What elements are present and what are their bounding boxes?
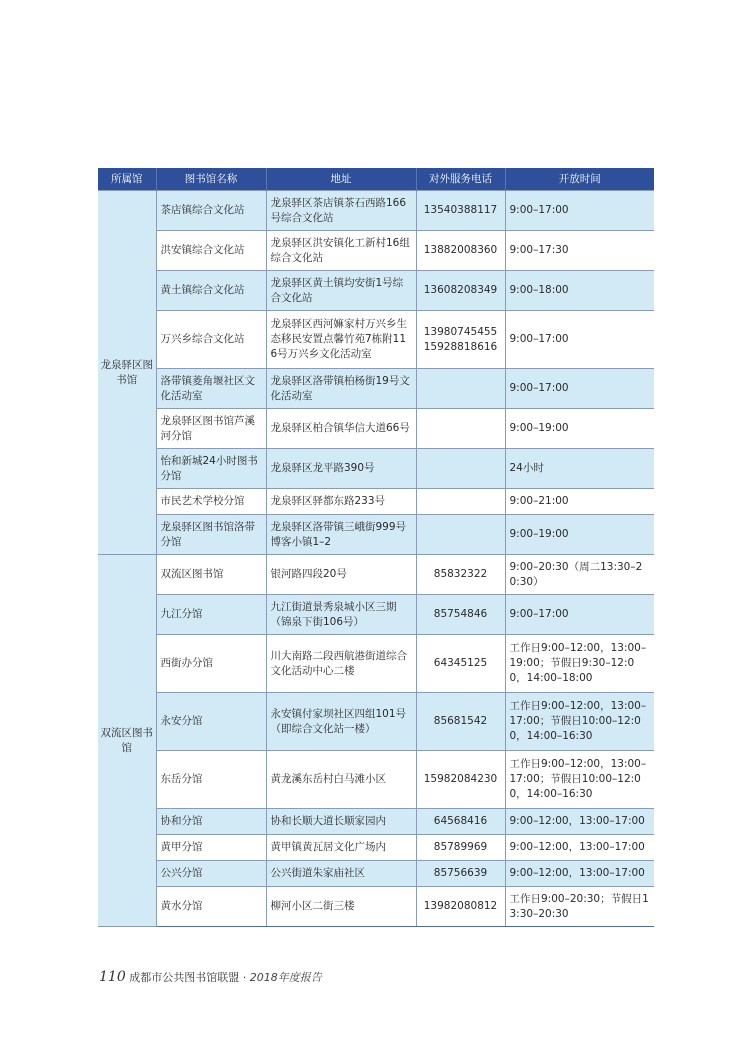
opening-hours-cell: 9:00–12:00，13:00–17:00 bbox=[505, 809, 654, 835]
phone-cell: 13882008360 bbox=[416, 231, 505, 271]
address-cell: 黄龙溪东岳村白马滩小区 bbox=[266, 751, 416, 809]
opening-hours-cell: 9:00–17:00 bbox=[505, 595, 654, 635]
address-cell: 龙泉驿区洛带镇三峨街999号博客小镇1–2 bbox=[266, 515, 416, 555]
phone-cell bbox=[416, 489, 505, 515]
library-name-cell: 协和分馆 bbox=[156, 809, 266, 835]
opening-hours-cell: 9:00–12:00，13:00–17:00 bbox=[505, 861, 654, 887]
phone-cell: 13540388117 bbox=[416, 191, 505, 231]
phone-cell: 13980745455 15928818616 bbox=[416, 311, 505, 369]
page-footer bbox=[99, 969, 322, 985]
opening-hours-cell: 9:00–19:00 bbox=[505, 409, 654, 449]
opening-hours-cell: 工作日9:00–12:00，13:00–19:00；节假日9:30–12:00，14:00–18:00 bbox=[505, 635, 654, 693]
address-cell: 黄甲镇黄瓦居文化广场内 bbox=[266, 835, 416, 861]
opening-hours-cell: 9:00–18:00 bbox=[505, 271, 654, 311]
library-name-cell: 怡和新城24小时图书分馆 bbox=[156, 449, 266, 489]
table-row bbox=[98, 835, 654, 861]
table-row bbox=[98, 861, 654, 887]
header-address: 地址 bbox=[266, 168, 416, 191]
opening-hours-cell: 24小时 bbox=[505, 449, 654, 489]
library-table bbox=[98, 168, 654, 927]
library-name-cell: 永安分馆 bbox=[156, 693, 266, 751]
table-row bbox=[98, 555, 654, 595]
phone-cell bbox=[416, 409, 505, 449]
address-cell: 柳河小区二街三楼 bbox=[266, 887, 416, 927]
opening-hours-cell: 9:00–17:00 bbox=[505, 191, 654, 231]
phone-cell: 85832322 bbox=[416, 555, 505, 595]
library-name-cell: 黄水分馆 bbox=[156, 887, 266, 927]
opening-hours-cell: 工作日9:00–20:30；节假日13:30–20:30 bbox=[505, 887, 654, 927]
opening-hours-cell: 工作日9:00–12:00，13:00–17:00；节假日10:00–12:00，14:00–16:30 bbox=[505, 693, 654, 751]
address-cell: 龙泉驿区洪安镇化工新村16组综合文化站 bbox=[266, 231, 416, 271]
group-library-cell: 龙泉驿区图书馆 bbox=[98, 191, 156, 555]
table-row bbox=[98, 809, 654, 835]
address-cell: 公兴街道朱家庙社区 bbox=[266, 861, 416, 887]
header-affiliation: 所属馆 bbox=[98, 168, 156, 191]
table-row bbox=[98, 449, 654, 489]
opening-hours-cell: 9:00–19:00 bbox=[505, 515, 654, 555]
table-row bbox=[98, 271, 654, 311]
library-name-cell: 黄土镇综合文化站 bbox=[156, 271, 266, 311]
library-name-cell: 龙泉驿区图书馆洛带分馆 bbox=[156, 515, 266, 555]
table-header-row bbox=[98, 168, 654, 191]
address-cell: 川大南路二段西航港街道综合文化活动中心二楼 bbox=[266, 635, 416, 693]
library-name-cell: 九江分馆 bbox=[156, 595, 266, 635]
phone-cell: 85681542 bbox=[416, 693, 505, 751]
address-cell: 协和长顺大道长顺家园内 bbox=[266, 809, 416, 835]
table-row bbox=[98, 693, 654, 751]
address-cell: 龙泉驿区驿都东路233号 bbox=[266, 489, 416, 515]
phone-cell: 13608208349 bbox=[416, 271, 505, 311]
opening-hours-cell: 9:00–12:00，13:00–17:00 bbox=[505, 835, 654, 861]
header-opening-hours: 开放时间 bbox=[505, 168, 654, 191]
phone-cell: 15982084230 bbox=[416, 751, 505, 809]
address-cell: 银河路四段20号 bbox=[266, 555, 416, 595]
table-row bbox=[98, 515, 654, 555]
library-name-cell: 洛带镇菱角堰社区文化活动室 bbox=[156, 369, 266, 409]
phone-cell bbox=[416, 515, 505, 555]
address-cell: 龙泉驿区茶店镇茶石西路166号综合文化站 bbox=[266, 191, 416, 231]
phone-cell bbox=[416, 369, 505, 409]
address-cell: 龙泉驿区柏合镇华信大道66号 bbox=[266, 409, 416, 449]
header-phone: 对外服务电话 bbox=[416, 168, 505, 191]
opening-hours-cell: 9:00–21:00 bbox=[505, 489, 654, 515]
address-cell: 九江街道景秀泉城小区三期（锦泉下街106号） bbox=[266, 595, 416, 635]
address-cell: 龙泉驿区洛带镇柏杨街19号文化活动室 bbox=[266, 369, 416, 409]
library-table-container bbox=[98, 168, 654, 927]
table-row bbox=[98, 311, 654, 369]
page-number: 110 bbox=[99, 969, 126, 985]
table-row bbox=[98, 635, 654, 693]
address-cell: 龙泉驿区黄土镇均安街1号综合文化站 bbox=[266, 271, 416, 311]
phone-cell: 13982080812 bbox=[416, 887, 505, 927]
publication-name: 成都市公共图书馆联盟 · bbox=[129, 971, 247, 984]
phone-cell: 85754846 bbox=[416, 595, 505, 635]
opening-hours-cell: 9:00–17:30 bbox=[505, 231, 654, 271]
library-name-cell: 黄甲分馆 bbox=[156, 835, 266, 861]
phone-cell: 64345125 bbox=[416, 635, 505, 693]
library-name-cell: 东岳分馆 bbox=[156, 751, 266, 809]
table-body bbox=[98, 191, 654, 927]
library-name-cell: 洪安镇综合文化站 bbox=[156, 231, 266, 271]
opening-hours-cell: 工作日9:00–12:00，13:00–17:00；节假日10:00–12:00，14:00–16:30 bbox=[505, 751, 654, 809]
library-name-cell: 万兴乡综合文化站 bbox=[156, 311, 266, 369]
header-library-name: 图书馆名称 bbox=[156, 168, 266, 191]
phone-cell: 85789969 bbox=[416, 835, 505, 861]
table-row bbox=[98, 595, 654, 635]
phone-cell: 85756639 bbox=[416, 861, 505, 887]
table-row bbox=[98, 489, 654, 515]
library-name-cell: 双流区图书馆 bbox=[156, 555, 266, 595]
library-name-cell: 龙泉驿区图书馆芦溪河分馆 bbox=[156, 409, 266, 449]
phone-cell: 64568416 bbox=[416, 809, 505, 835]
opening-hours-cell: 9:00–20:30（周二13:30–20:30） bbox=[505, 555, 654, 595]
group-library-cell: 双流区图书馆 bbox=[98, 555, 156, 927]
library-name-cell: 公兴分馆 bbox=[156, 861, 266, 887]
table-row bbox=[98, 231, 654, 271]
table-row bbox=[98, 887, 654, 927]
address-cell: 龙泉驿区西河嫲家村万兴乡生态移民安置点馨竹苑7栋附116号万兴乡文化活动室 bbox=[266, 311, 416, 369]
phone-cell bbox=[416, 449, 505, 489]
opening-hours-cell: 9:00–17:00 bbox=[505, 369, 654, 409]
library-name-cell: 西街办分馆 bbox=[156, 635, 266, 693]
library-name-cell: 茶店镇综合文化站 bbox=[156, 191, 266, 231]
table-row bbox=[98, 751, 654, 809]
table-row bbox=[98, 369, 654, 409]
address-cell: 永安镇付家坝社区四组101号（即综合文化站一楼） bbox=[266, 693, 416, 751]
table-row bbox=[98, 191, 654, 231]
table-row bbox=[98, 409, 654, 449]
address-cell: 龙泉驿区龙平路390号 bbox=[266, 449, 416, 489]
report-title: 2018年度报告 bbox=[249, 971, 322, 984]
library-name-cell: 市民艺术学校分馆 bbox=[156, 489, 266, 515]
opening-hours-cell: 9:00–17:00 bbox=[505, 311, 654, 369]
